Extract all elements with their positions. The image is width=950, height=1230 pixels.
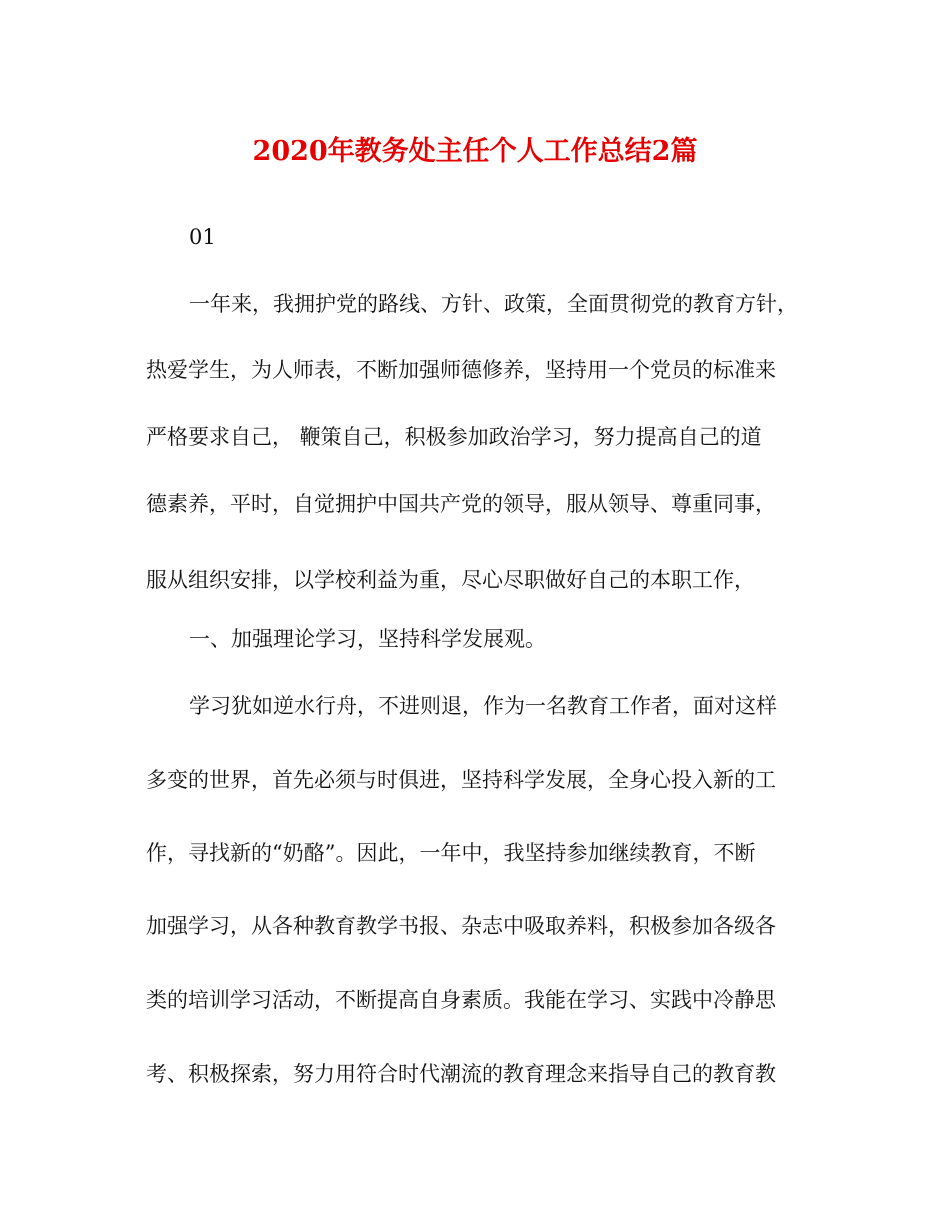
paragraph-line: 服从组织安排，以学校利益为重，尽心尽职做好自己的本职工作，	[146, 568, 755, 592]
paragraph-line: 加强学习，从各种教育教学书报、杂志中吸取养料，积极参加各级各	[146, 914, 776, 938]
paragraph-line: 作，寻找新的“奶酪”。因此，一年中，我坚持参加继续教育，不断	[146, 841, 756, 865]
paragraph-line: 严格要求自己， 鞭策自己，积极参加政治学习，努力提高自己的道	[146, 425, 762, 449]
paragraph-line: 类的培训学习活动，不断提高自身素质。我能在学习、实践中冷静思	[146, 988, 776, 1012]
paragraph-line: 多变的世界，首先必须与时俱进，坚持科学发展，全身心投入新的工	[146, 768, 776, 792]
paragraph-line: 热爱学生，为人师表，不断加强师德修养，坚持用一个党员的标准来	[146, 358, 776, 382]
paragraph-line: 考、积极探索，努力用符合时代潮流的教育理念来指导自己的教育教	[146, 1062, 776, 1086]
section-heading: 一、加强理论学习，坚持科学发展观。	[189, 627, 546, 651]
document-title: 2020年教务处主任个人工作总结2篇	[252, 136, 698, 167]
paragraph-line: 学习犹如逆水行舟，不进则退，作为一名教育工作者，面对这样	[189, 694, 777, 718]
section-number: 01	[189, 225, 216, 249]
paragraph-line: 德素养，平时，自觉拥护中国共产党的领导，服从领导、尊重同事，	[146, 492, 776, 516]
paragraph-line: 一年来，我拥护党的路线、方针、政策，全面贯彻党的教育方针，	[189, 292, 798, 316]
